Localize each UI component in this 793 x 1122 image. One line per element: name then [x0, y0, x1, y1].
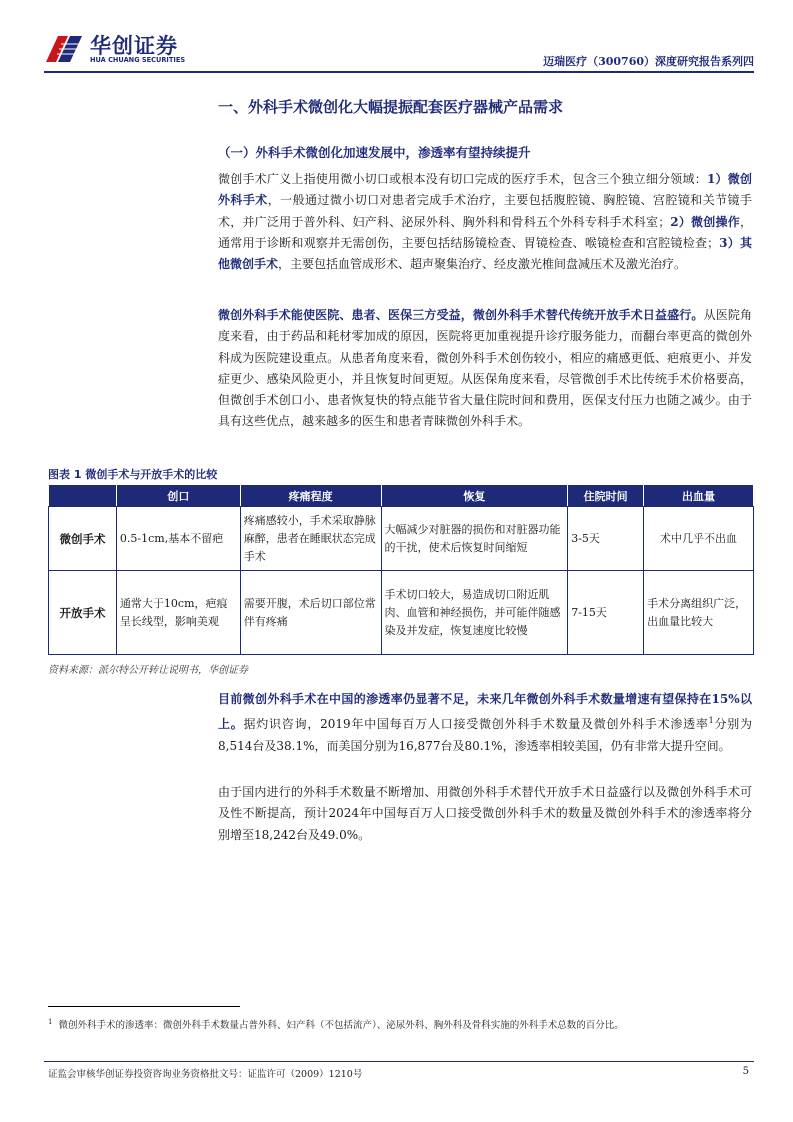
paragraph-text: ，通常用于诊断和观察并无需创伤，主要包括结肠镜检查、胃镜检查、喉镜检查和宫腔镜检查；: [218, 214, 752, 250]
table-cell: 通常大于10cm，疤痕呈长线型，影响美观: [116, 571, 240, 655]
footnote-mark: 1: [48, 1018, 53, 1026]
table-cell: 术中几乎不出血: [644, 507, 754, 571]
table-cell: 7-15天: [568, 571, 644, 655]
logo-english-name: HUA CHUANG SECURITIES: [90, 56, 186, 64]
footnote-divider: [48, 1006, 240, 1007]
paragraph-text: 从医院角度来看，由于药品和耗材零加成的原因，医院将更加重视提升诊疗服务能力，而翻台率更高的微创外科成为医院建设重点。从患者角度来看，微创外科手术创伤较小，相应的痛感更低、疤痕更小、并发症更少、感染风险更小，并且恢复时间更短。从医保角度来看，尽管微创手术比传统手术价格要高，但微创手术创口小、患者恢复快的特点能节省大量住院时间和费用，医保支付压力也随之减少。由于具有这些优点，越来越多的医生和患者青睐微创外科手术。: [218, 308, 752, 429]
comparison-table: [48, 484, 754, 655]
table-header-cell: 出血量: [644, 485, 754, 507]
paragraph-text: 分别为8,514台及38.1%，而美国分别为16,877台及80.1%，渗透率相较美国，仍有非常大提升空间。: [218, 717, 752, 753]
table-cell: 大幅减少对脏器的损伤和对脏器功能的干扰，使术后恢复时间缩短: [381, 507, 568, 571]
table-header-cell: 疼痛程度: [240, 485, 381, 507]
logo-mark-icon: [44, 32, 84, 64]
paragraph-text: 据灼识咨询，2019年中国每百万人口接受微创外科手术数量及微创外科手术渗透率: [243, 717, 709, 732]
table-cell: 3-5天: [568, 507, 644, 571]
table-cell: 手术分离组织广泛，出血量比较大: [644, 571, 754, 655]
subsection-title: （一）外科手术微创化加速发展中，渗透率有望持续提升: [218, 145, 531, 160]
table-header-cell: 住院时间: [568, 485, 644, 507]
paragraph-bold: 3）其他微创手术: [218, 235, 752, 272]
company-logo: [44, 30, 214, 68]
table-cell: 0.5-1cm,基本不留疤: [116, 507, 240, 571]
paragraph-intro: [218, 169, 752, 275]
table-cell: 手术切口较大，易造成切口附近肌肉、血管和神经损伤，并可能伴随感染及并发症，恢复速度比较慢: [381, 571, 568, 655]
table-row-header: 微创手术: [49, 507, 117, 571]
section-title: 一、外科手术微创化大幅提振配套医疗器械产品需求: [218, 98, 564, 116]
page-number: 5: [742, 1066, 749, 1077]
paragraph-benefits: [218, 305, 752, 433]
table-header-cell: 创口: [116, 485, 240, 507]
paragraph-forecast: [218, 782, 752, 846]
table-cell: 疼痛感较小，手术采取静脉麻醉，患者在睡眠状态完成手术: [240, 507, 381, 571]
table-row: [49, 571, 754, 655]
table-header-cell: 恢复: [381, 485, 568, 507]
figure-source: 资料来源：派尔特公开转让说明书，华创证券: [48, 665, 248, 676]
paragraph-text: 微创手术广义上指使用微小切口或根本没有切口完成的医疗手术，包含三个独立细分领域：: [218, 172, 707, 186]
paragraph-bold: 微创外科手术能使医院、患者、医保三方受益，微创外科手术替代传统开放手术日益盛行。: [218, 308, 704, 322]
paragraph-bold: 2）微创操作: [670, 214, 740, 229]
footnote-reference[interactable]: 1: [708, 716, 714, 726]
report-title: 迈瑞医疗（300760）深度研究报告系列四: [543, 55, 754, 68]
table-row: [49, 507, 754, 571]
page-header: [44, 30, 754, 70]
table-header-cell: [49, 485, 117, 507]
paragraph-bold: 1）微创外科手术: [218, 172, 752, 208]
paragraph-penetration: [218, 689, 752, 757]
paragraph-text: ，主要包括血管成形术、超声聚集治疗、经皮激光椎间盘减压术及激光治疗。: [278, 257, 687, 272]
paragraph-text: ，一般通过微小切口对患者完成手术治疗，主要包括腹腔镜、胸腔镜、宫腔镜和关节镜手术，并广泛用于普外科、妇产科、泌尿外科、胸外科和骨科五个外科专科手术科室；: [218, 193, 752, 229]
table-cell: 需要开腹，术后切口部位常伴有疼痛: [240, 571, 381, 655]
table-header-row: [49, 485, 754, 507]
license-statement: 证监会审核华创证券投资咨询业务资格批文号：证监许可（2009）1210号: [48, 1069, 363, 1080]
logo-chinese-name: 华创证券: [90, 34, 178, 58]
header-divider: [44, 71, 754, 73]
footnote: [48, 1015, 754, 1033]
figure-label: 图表 1 微创手术与开放手术的比较: [48, 468, 218, 481]
paragraph-text: 由于国内进行的外科手术数量不断增加、用微创外科手术替代开放手术日益盛行以及微创外科手术可及性不断提高，预计2024年中国每百万人口接受微创外科手术的数量及微创外科手术的渗透率将分别增至18,242台及49.0%。: [218, 785, 752, 842]
footnote-text: 微创外科手术的渗透率：微创外科手术数量占普外科、妇产科（不包括流产）、泌尿外科、胸外科及骨科实施的外科手术总数的百分比。: [58, 1020, 624, 1032]
table-row-header: 开放手术: [49, 571, 117, 655]
paragraph-bold: 目前微创外科手术在中国的渗透率仍显著不足，未来几年微创外科手术数量增速有望保持在15%以上。: [218, 692, 752, 732]
footer-divider: [44, 1061, 754, 1062]
